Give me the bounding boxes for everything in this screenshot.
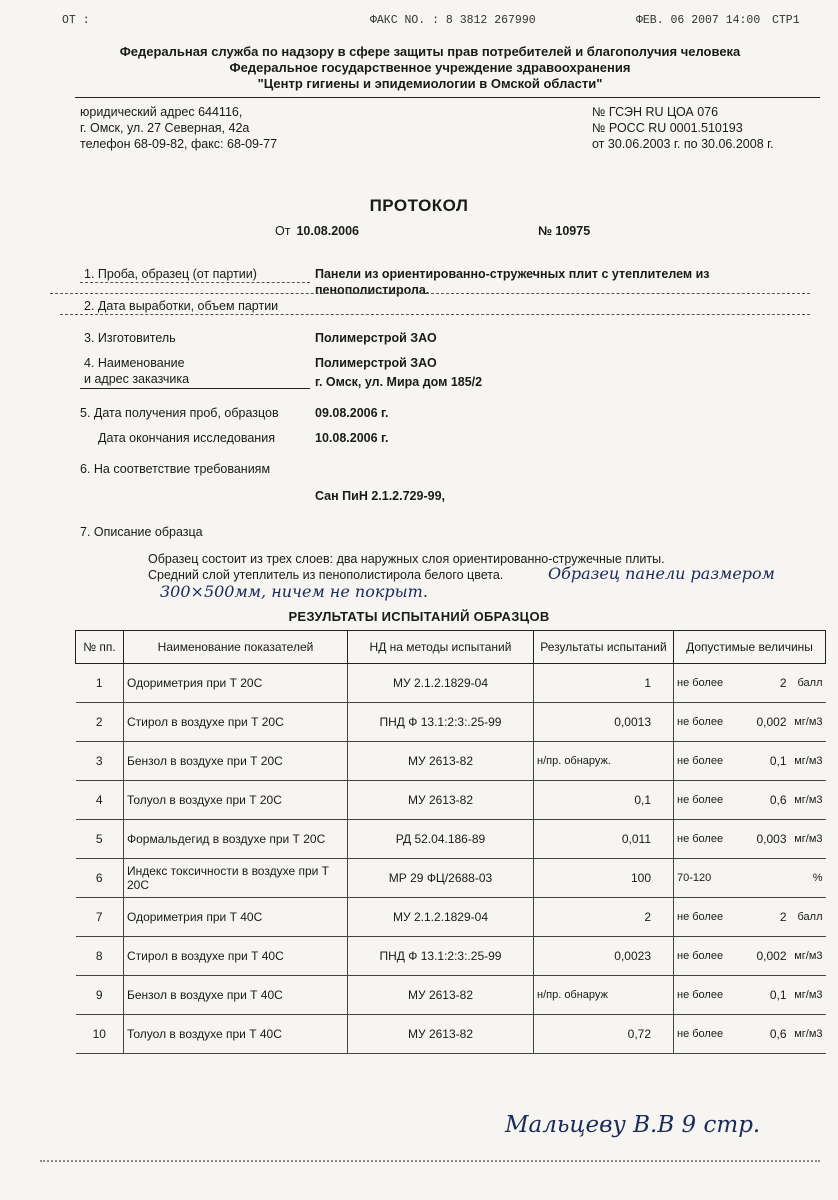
table-row (76, 976, 826, 1015)
org-line-2: Федеральное государственное учреждение здравоохранения (229, 60, 631, 75)
results-table-body (76, 664, 826, 1054)
registration-line-2: № РОСС RU 0001.510193 (592, 121, 743, 135)
row-number: 3 (76, 742, 124, 781)
field-3-value: Полимерстрой ЗАО (315, 331, 437, 345)
row-limit-prefix: не более (677, 794, 724, 806)
fax-from: ОТ : (62, 14, 90, 27)
row-limit-prefix: не более (677, 1028, 724, 1040)
field-5-label: 5. Дата получения проб, образцов (80, 406, 279, 420)
row-result: 0,1 (534, 781, 674, 820)
row-limit-prefix: не более (677, 677, 724, 689)
row-test-method: МУ 2613-82 (348, 1015, 534, 1054)
row-number: 10 (76, 1015, 124, 1054)
row-test-method: МР 29 ФЦ/2688-03 (348, 859, 534, 898)
row-limit (674, 1015, 826, 1054)
field-6-value: Сан ПиН 2.1.2.729-99, (315, 489, 445, 503)
header-method: НД на методы испытаний (348, 631, 534, 664)
fax-number: ФАКС NO. : 8 3812 267990 (370, 14, 536, 27)
row-test-method: ПНД Ф 13.1:2:3:.25-99 (348, 937, 534, 976)
org-line-3: "Центр гигиены и эпидемиологии в Омской области" (257, 76, 603, 91)
field-5b-value: 10.08.2006 г. (315, 431, 389, 445)
org-line-1: Федеральная служба по надзору в сфере защиты прав потребителей и благополучия человека (119, 44, 741, 59)
field-1-value-line-1: Панели из ориентированно-стружечных плит с утеплителем из (315, 267, 710, 281)
field-1-value-line-2: пенополистирола. (315, 283, 430, 297)
table-row (76, 664, 826, 703)
row-limit-value: 0,002 (756, 715, 787, 729)
row-indicator-name: Бензол в воздухе при Т 20С (124, 742, 348, 781)
row-test-method: РД 52.04.186-89 (348, 820, 534, 859)
row-indicator-name: Толуол в воздухе при Т 40С (124, 1015, 348, 1054)
row-limit-value: 0,6 (769, 793, 787, 807)
description-line-1: Образец состоит из трех слоев: два наружных слоя ориентированно-стружечные плиты. (148, 552, 665, 566)
page-title: ПРОТОКОЛ (369, 196, 469, 215)
results-title: РЕЗУЛЬТАТЫ ИСПЫТАНИЙ ОБРАЗЦОВ (288, 609, 550, 624)
fax-date: ФЕВ. 06 2007 14:00 (636, 14, 761, 27)
row-number: 9 (76, 976, 124, 1015)
field-4-value-line-1: Полимерстрой ЗАО (315, 356, 437, 370)
row-indicator-name: Стирол в воздухе при Т 40С (124, 937, 348, 976)
row-limit (674, 976, 826, 1015)
row-limit (674, 820, 826, 859)
row-limit-prefix: не более (677, 755, 724, 767)
field-5-value: 09.08.2006 г. (315, 406, 389, 420)
row-limit-unit: мг/м3 (794, 833, 823, 845)
row-result: н/пр. обнаруж. (534, 742, 674, 781)
fax-header (0, 14, 838, 34)
field-4-label-line-2: и адрес заказчика (84, 372, 190, 386)
field-2-label: 2. Дата выработки, объем партии (84, 299, 279, 313)
row-indicator-name: Индекс токсичности в воздухе при Т 20С (124, 859, 348, 898)
field-4-rule (80, 388, 310, 389)
fax-scan-border (40, 1160, 820, 1162)
row-test-method: ПНД Ф 13.1:2:3:.25-99 (348, 703, 534, 742)
row-result: 0,0013 (534, 703, 674, 742)
row-number: 6 (76, 859, 124, 898)
registration-info (592, 104, 774, 152)
row-number: 4 (76, 781, 124, 820)
table-row (76, 742, 826, 781)
description-line-2: Средний слой утеплитель из пенополистирола белого цвета. (148, 568, 504, 582)
row-limit-value: 0,003 (756, 832, 787, 846)
organization-header (60, 44, 800, 92)
header-divider (75, 97, 820, 98)
row-limit-unit: балл (797, 677, 823, 689)
field-1-underline (80, 282, 310, 283)
table-row (76, 859, 826, 898)
field-5b-label: Дата окончания исследования (98, 431, 275, 445)
table-row (76, 781, 826, 820)
row-number: 7 (76, 898, 124, 937)
row-limit (674, 703, 826, 742)
row-limit (674, 937, 826, 976)
table-row (76, 1015, 826, 1054)
row-result: 2 (534, 898, 674, 937)
field-3-label: 3. Изготовитель (84, 331, 176, 345)
field-4-value-line-2: г. Омск, ул. Мира дом 185/2 (315, 375, 483, 389)
table-row (76, 898, 826, 937)
header-name: Наименование показателей (124, 631, 348, 664)
address-line-2: г. Омск, ул. 27 Северная, 42а (80, 121, 250, 135)
header-limit: Допустимые величины (674, 631, 826, 664)
row-limit-unit: % (812, 872, 823, 884)
row-test-method: МУ 2613-82 (348, 742, 534, 781)
row-limit-prefix: не более (677, 911, 724, 923)
row-limit-unit: мг/м3 (794, 716, 823, 728)
results-table (75, 630, 826, 1054)
row-result: 100 (534, 859, 674, 898)
row-limit-prefix: не более (677, 989, 724, 1001)
row-number: 2 (76, 703, 124, 742)
row-indicator-name: Стирол в воздухе при Т 20С (124, 703, 348, 742)
fax-page: СТР1 (772, 14, 800, 27)
row-limit-unit: мг/м3 (794, 794, 823, 806)
table-row (76, 820, 826, 859)
row-test-method: МУ 2.1.2.1829-04 (348, 664, 534, 703)
field-1-rule (50, 293, 810, 294)
row-number: 5 (76, 820, 124, 859)
row-limit-prefix: не более (677, 833, 724, 845)
row-indicator-name: Одориметрия при Т 40С (124, 898, 348, 937)
row-test-method: МУ 2613-82 (348, 781, 534, 820)
address-line-3: телефон 68-09-82, факс: 68-09-77 (80, 137, 278, 151)
row-indicator-name: Одориметрия при Т 20С (124, 664, 348, 703)
row-number: 1 (76, 664, 124, 703)
protocol-number: № 10975 (538, 224, 591, 238)
row-limit-value: 0,1 (769, 754, 787, 768)
row-limit (674, 664, 826, 703)
row-test-method: МУ 2613-82 (348, 976, 534, 1015)
header-no: № пп. (76, 631, 124, 664)
handwritten-note-line-2: 300×500мм, ничем не покрыт. (160, 582, 428, 601)
row-limit-unit: мг/м3 (794, 755, 823, 767)
protocol-date-prefix: От (275, 224, 291, 238)
row-indicator-name: Толуол в воздухе при Т 20С (124, 781, 348, 820)
row-limit-prefix: не более (677, 950, 724, 962)
row-indicator-name: Формальдегид в воздухе при Т 20С (124, 820, 348, 859)
row-limit-value: 0,6 (769, 1027, 787, 1041)
row-result: 0,72 (534, 1015, 674, 1054)
field-1-label: 1. Проба, образец (от партии) (84, 267, 257, 281)
registration-line-1: № ГСЭН RU ЦОА 076 (592, 105, 719, 119)
header-result: Результаты испытаний (534, 631, 674, 664)
row-result: 1 (534, 664, 674, 703)
row-limit (674, 898, 826, 937)
address-line-1: юридический адрес 644116, (80, 105, 243, 119)
row-limit-unit: балл (797, 911, 823, 923)
field-7-label: 7. Описание образца (80, 525, 203, 539)
row-limit-unit: мг/м3 (794, 989, 823, 1001)
row-limit-value: 0,1 (769, 988, 787, 1002)
row-limit-value: 2 (779, 910, 787, 924)
row-limit-prefix: 70-120 (677, 872, 712, 884)
registration-line-3: от 30.06.2003 г. по 30.06.2008 г. (592, 137, 774, 151)
handwritten-signature: Мальцеву В.В 9 стр. (505, 1112, 761, 1138)
row-limit-unit: мг/м3 (794, 950, 823, 962)
row-indicator-name: Бензол в воздухе при Т 40С (124, 976, 348, 1015)
field-2-rule (60, 314, 810, 315)
row-result: 0,0023 (534, 937, 674, 976)
row-number: 8 (76, 937, 124, 976)
row-limit (674, 859, 826, 898)
row-result: н/пр. обнаруж (534, 976, 674, 1015)
protocol-date-value: 10.08.2006 (296, 224, 360, 238)
row-limit-value: 2 (779, 676, 787, 690)
protocol-date (275, 224, 359, 238)
row-limit-prefix: не более (677, 716, 724, 728)
legal-address (80, 104, 277, 152)
table-row (76, 703, 826, 742)
field-4-label-line-1: 4. Наименование (84, 356, 185, 370)
row-limit (674, 742, 826, 781)
table-header-row (76, 631, 826, 664)
row-limit-unit: мг/м3 (794, 1028, 823, 1040)
row-limit-value: 0,002 (756, 949, 787, 963)
row-test-method: МУ 2.1.2.1829-04 (348, 898, 534, 937)
row-limit (674, 781, 826, 820)
row-result: 0,011 (534, 820, 674, 859)
handwritten-note-line-1: Образец панели размером (548, 564, 775, 583)
field-6-label: 6. На соответствие требованиям (80, 462, 271, 476)
table-row (76, 937, 826, 976)
